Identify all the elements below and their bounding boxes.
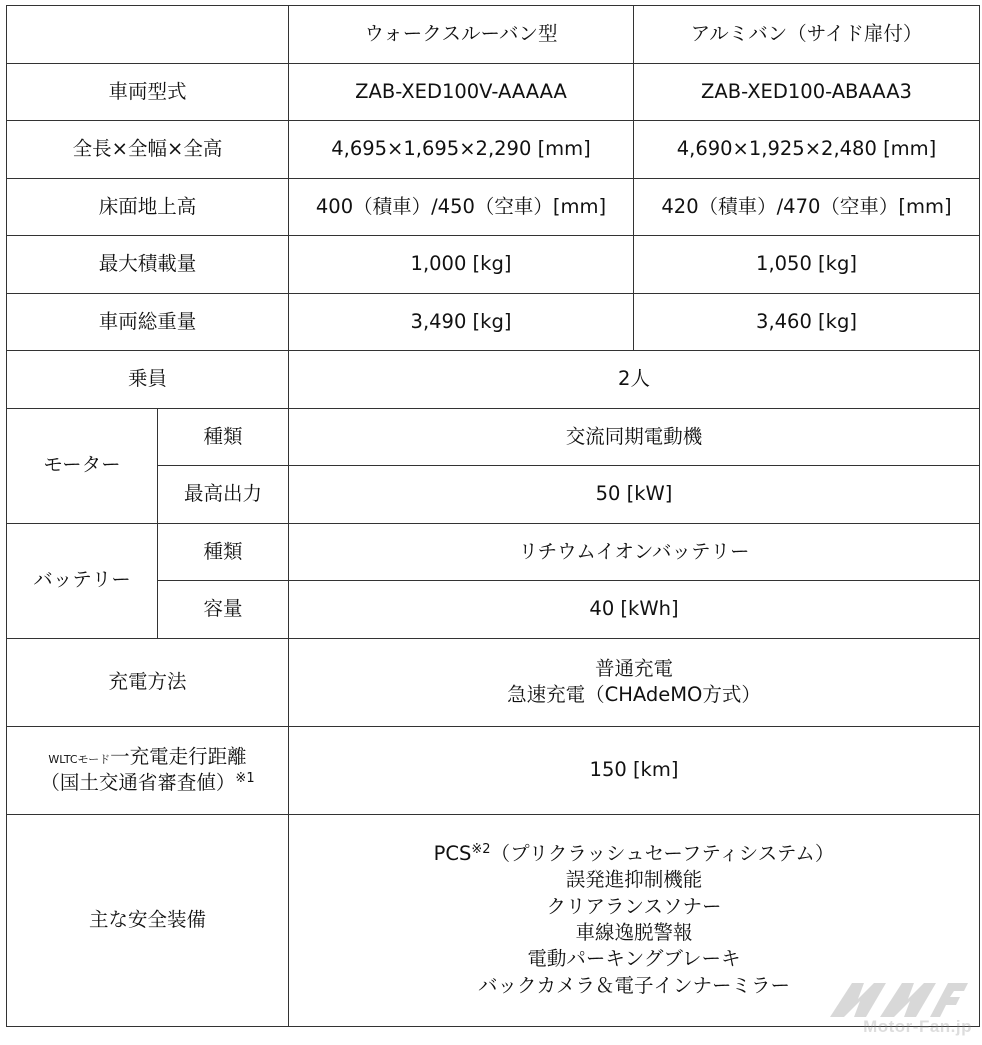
spec-table: [6, 5, 980, 1027]
safety-item-misacceleration: 誤発進抑制機能: [565, 868, 703, 892]
label-payload: 最大積載量: [7, 236, 289, 294]
label-battery-type: 種類: [158, 523, 289, 581]
label-gross-weight: 車両総重量: [7, 293, 289, 351]
table-row: [7, 236, 980, 294]
gross-weight-value-1: 3,490 [kg]: [289, 293, 634, 351]
dimensions-value-2: 4,690×1,925×2,480 [mm]: [634, 121, 980, 179]
safety-item-lane-departure: 車線逸脱警報: [575, 921, 693, 944]
battery-type-value: リチウムイオンバッテリー: [289, 523, 980, 581]
header-aluminum-van: アルミバン（サイド扉付）: [634, 6, 980, 64]
charging-normal: 普通充電: [594, 656, 673, 680]
table-row: [7, 726, 980, 814]
charging-quick: 急速充電（CHAdeMO方式）: [507, 683, 761, 706]
label-battery: バッテリー: [7, 523, 158, 638]
dimensions-value-1: 4,695×1,695×2,290 [mm]: [289, 121, 634, 179]
label-battery-capacity: 容量: [158, 581, 289, 639]
safety-item-pcs: [291, 841, 977, 867]
safety-item-clearance-sonar: クリアランスソナー: [546, 894, 722, 918]
range-label-line1: [9, 744, 286, 770]
label-floor-height: 床面地上高: [7, 178, 289, 236]
watermark-text: Motor-Fan.jp: [863, 1017, 972, 1036]
motor-fan-watermark: [822, 979, 972, 1037]
label-motor: モーター: [7, 408, 158, 523]
label-model: 車両型式: [7, 63, 289, 121]
header-row: [7, 6, 980, 64]
floor-height-value-2: 420（積車）/470（空車）[mm]: [634, 178, 980, 236]
gross-weight-value-2: 3,460 [kg]: [634, 293, 980, 351]
battery-capacity-value: 40 [kWh]: [289, 581, 980, 639]
label-safety: 主な安全装備: [7, 814, 289, 1026]
model-value-2: ZAB-XED100-ABAAA3: [634, 63, 980, 121]
charging-value: [289, 638, 980, 726]
wltc-mode-label: WLTCモード: [48, 752, 111, 766]
range-footnote-mark: ※1: [235, 771, 255, 786]
table-row: [7, 638, 980, 726]
header-empty-cell: [7, 6, 289, 64]
motor-fan-logo-icon: [822, 979, 972, 1019]
label-crew: 乗員: [7, 351, 289, 409]
payload-value-2: 1,050 [kg]: [634, 236, 980, 294]
header-walkthrough-van: ウォークスルーバン型: [289, 6, 634, 64]
pcs-label: PCS: [433, 842, 472, 866]
crew-value: 2人: [289, 351, 980, 409]
table-row: [7, 63, 980, 121]
label-motor-output: 最高出力: [158, 466, 289, 524]
pcs-footnote-mark: ※2: [471, 842, 491, 858]
payload-value-1: 1,000 [kg]: [289, 236, 634, 294]
safety-item-parking-brake: 電動パーキングブレーキ: [527, 947, 741, 971]
label-motor-type: 種類: [158, 408, 289, 466]
label-dimensions: 全長×全幅×全高: [7, 121, 289, 179]
pcs-description: （プリクラッシュセーフティシステム）: [490, 842, 835, 866]
table-row: [7, 408, 980, 466]
label-range: [7, 726, 289, 814]
range-label-line2: [9, 770, 286, 796]
table-row: [7, 523, 980, 581]
floor-height-value-1: 400（積車）/450（空車）[mm]: [289, 178, 634, 236]
table-row: [7, 293, 980, 351]
safety-item-camera-mirror: バックカメラ＆電子インナーミラー: [477, 973, 790, 997]
table-row: [7, 351, 980, 409]
range-value: 150 [km]: [289, 726, 980, 814]
table-row: [7, 121, 980, 179]
range-label-mlit: （国土交通省審査値）: [40, 771, 236, 794]
table-row: [7, 178, 980, 236]
motor-type-value: 交流同期電動機: [289, 408, 980, 466]
model-value-1: ZAB-XED100V-AAAAA: [289, 63, 634, 121]
range-label-main: 一充電走行距離: [110, 744, 247, 768]
motor-output-value: 50 [kW]: [289, 466, 980, 524]
label-charging: 充電方法: [7, 638, 289, 726]
